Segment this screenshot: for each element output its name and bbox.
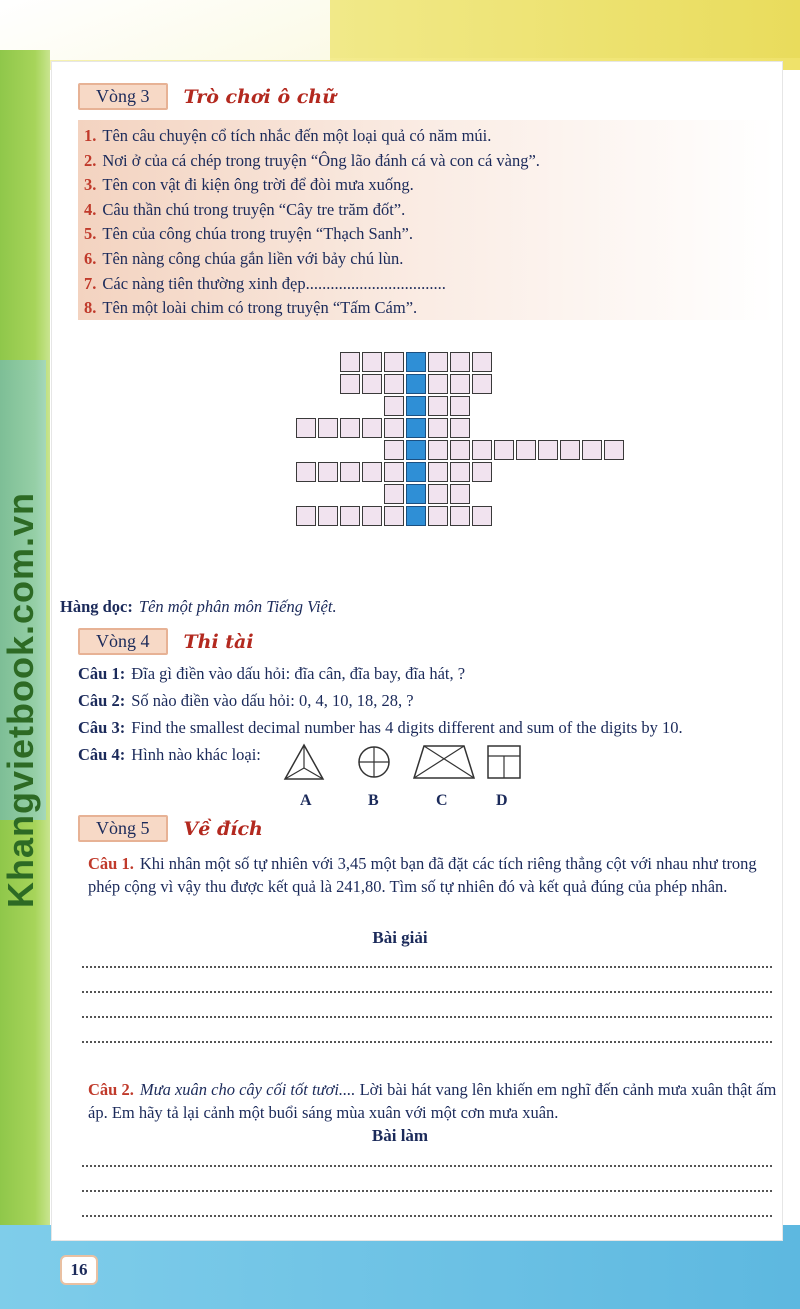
square-shape [484, 742, 524, 782]
crossword-cell[interactable] [384, 418, 404, 438]
clue-item [84, 149, 774, 174]
shape-options [282, 742, 542, 812]
round5-question-1 [88, 852, 778, 898]
clue-item [84, 272, 774, 297]
clue-text: Tên một loài chim có trong truyện “Tấm Cám”. [102, 298, 418, 318]
crossword-cell[interactable] [384, 506, 404, 526]
crossword-cell[interactable] [362, 352, 382, 372]
clue-item [84, 296, 774, 321]
triangle-shape [282, 742, 326, 782]
trapezoid-shape [412, 742, 476, 782]
round3-header [78, 83, 336, 110]
round4-question [78, 664, 778, 684]
crossword-key-cell[interactable] [406, 352, 426, 372]
clue-number: 3. [84, 175, 97, 195]
crossword-cell[interactable] [450, 396, 470, 416]
clue-number: 2. [84, 150, 97, 170]
brand-watermark: Khangvietbook.com.vn [0, 491, 41, 909]
crossword-cell[interactable] [362, 418, 382, 438]
crossword-cell[interactable] [450, 462, 470, 482]
round4-question [78, 718, 778, 738]
crossword-key-cell[interactable] [406, 440, 426, 460]
crossword-key-cell[interactable] [406, 374, 426, 394]
shape-label-c: C [436, 792, 448, 809]
round4-question [78, 691, 778, 711]
answer-line[interactable] [82, 1039, 772, 1043]
crossword-cell[interactable] [318, 418, 338, 438]
crossword-key-cell[interactable] [406, 462, 426, 482]
question-label: Câu 1: [78, 664, 126, 683]
question-text: Find the smallest decimal number has 4 digits different and sum of the digits by 10. [131, 718, 683, 737]
crossword-cell[interactable] [318, 506, 338, 526]
question-label: Câu 1. [88, 854, 134, 873]
crossword-cell[interactable] [472, 352, 492, 372]
clue-item [84, 124, 774, 149]
crossword-cell[interactable] [428, 396, 448, 416]
clue-number: 6. [84, 248, 97, 268]
crossword-key-cell[interactable] [406, 506, 426, 526]
question-label: Câu 3: [78, 718, 126, 737]
crossword-cell[interactable] [340, 374, 360, 394]
crossword-cell[interactable] [384, 484, 404, 504]
round4-title: Thi tài [183, 630, 254, 653]
essay-heading: Bài làm [371, 1126, 429, 1145]
crossword-cell[interactable] [582, 440, 602, 460]
crossword-cell[interactable] [340, 418, 360, 438]
round3-tag: Vòng 3 [78, 83, 168, 110]
question-label: Câu 2. [88, 1080, 134, 1099]
question-text: Số nào điền vào dấu hỏi: 0, 4, 10, 18, 28, ? [131, 691, 414, 710]
crossword-cell[interactable] [362, 506, 382, 526]
clue-number: 4. [84, 199, 97, 219]
vertical-clue-text: Tên một phân môn Tiếng Việt. [138, 597, 337, 616]
crossword-cell[interactable] [428, 418, 448, 438]
clue-number: 7. [84, 273, 97, 293]
song-quote: Mưa xuân cho cây cối tốt tươi.... [139, 1080, 356, 1099]
crossword-cell[interactable] [340, 506, 360, 526]
crossword-cell[interactable] [296, 418, 316, 438]
question-label: Câu 4: [78, 745, 126, 764]
clue-text: Các nàng tiên thường xinh đẹp.................................. [102, 273, 446, 293]
crossword-cell[interactable] [472, 374, 492, 394]
round5-title: Về đích [183, 817, 263, 840]
answer-line[interactable] [82, 964, 772, 968]
page-number: 16 [60, 1255, 98, 1285]
clue-number: 8. [84, 298, 97, 318]
crossword-cell[interactable] [450, 418, 470, 438]
clue-item [84, 247, 774, 272]
clue-item [84, 173, 774, 198]
solution-heading: Bài giải [372, 928, 428, 947]
crossword-cell[interactable] [450, 506, 470, 526]
crossword-cell[interactable] [318, 462, 338, 482]
clue-text: Tên nàng công chúa gắn liền với bảy chú lùn. [102, 248, 404, 268]
clue-list [84, 124, 774, 321]
crossword-cell[interactable] [428, 484, 448, 504]
crossword-cell[interactable] [296, 506, 316, 526]
crossword-cell[interactable] [362, 462, 382, 482]
question-text: Đĩa gì điền vào dấu hỏi: đĩa cân, đĩa bay, đĩa hát, ? [131, 664, 466, 683]
clue-text: Tên câu chuyện cổ tích nhắc đến một loại quả có năm múi. [102, 126, 492, 145]
clue-text: Nơi ở của cá chép trong truyện “Ông lão đánh cá và con cá vàng”. [102, 150, 540, 170]
crossword-cell[interactable] [384, 374, 404, 394]
round4-header [78, 628, 254, 655]
crossword-cell[interactable] [384, 352, 404, 372]
question-text: Khi nhân một số tự nhiên với 3,45 một bạn đã đặt các tích riêng thẳng cột với nhau như trong phép cộng vì vậy thu được kết quả là 241,80. Tìm số tự nhiên đó và kết quả đúng của phép nhân. [88, 854, 757, 896]
round5-tag: Vòng 5 [78, 815, 168, 842]
clue-text: Tên của công chúa trong truyện “Thạch Sanh”. [102, 224, 413, 244]
clue-item [84, 222, 774, 247]
crossword-cell[interactable] [450, 440, 470, 460]
answer-line[interactable] [82, 1163, 772, 1167]
crossword-cell[interactable] [384, 396, 404, 416]
crossword-cell[interactable] [472, 506, 492, 526]
shape-label-b: B [368, 792, 379, 809]
crossword-cell[interactable] [472, 462, 492, 482]
crossword-cell[interactable] [560, 440, 580, 460]
crossword-cell[interactable] [516, 440, 536, 460]
crossword-key-cell[interactable] [406, 396, 426, 416]
question-label: Câu 2: [78, 691, 126, 710]
vertical-clue [60, 597, 337, 617]
clue-text: Tên con vật đi kiện ông trời để đòi mưa xuống. [102, 175, 414, 195]
circle-shape [354, 742, 394, 782]
crossword-cell[interactable] [428, 374, 448, 394]
crossword-cell[interactable] [362, 374, 382, 394]
vertical-clue-label: Hàng dọc: [60, 597, 133, 616]
clue-number: 1. [84, 126, 97, 145]
crossword-cell[interactable] [384, 440, 404, 460]
shape-label-d: D [496, 792, 508, 809]
answer-line[interactable] [82, 1213, 772, 1217]
crossword-cell[interactable] [340, 462, 360, 482]
crossword-cell[interactable] [428, 440, 448, 460]
answer-line[interactable] [82, 1014, 772, 1018]
round5-question-2 [88, 1078, 778, 1124]
answer-line[interactable] [82, 1188, 772, 1192]
crossword-cell[interactable] [450, 484, 470, 504]
answer-line[interactable] [82, 989, 772, 993]
crossword-cell[interactable] [428, 506, 448, 526]
question-text: Lời bài hát vang lên khiến em nghĩ đến cảnh mưa xuân thật ấm áp. Em hãy tả lại cảnh một buổi sáng mùa xuân với một cơn mưa xuân. [88, 1080, 777, 1122]
crossword-cell[interactable] [538, 440, 558, 460]
crossword-cell[interactable] [450, 374, 470, 394]
crossword-cell[interactable] [384, 462, 404, 482]
crossword-cell[interactable] [340, 352, 360, 372]
crossword-cell[interactable] [428, 462, 448, 482]
crossword-cell[interactable] [604, 440, 624, 460]
round3-title: Trò chơi ô chữ [183, 85, 336, 108]
crossword-cell[interactable] [494, 440, 514, 460]
crossword-cell[interactable] [428, 352, 448, 372]
round5-header [78, 815, 263, 842]
crossword-key-cell[interactable] [406, 418, 426, 438]
question-text: Hình nào khác loại: [131, 745, 261, 764]
clue-item [84, 198, 774, 223]
crossword-cell[interactable] [296, 462, 316, 482]
clue-text: Câu thần chú trong truyện “Cây tre trăm đốt”. [102, 199, 406, 219]
crossword-cell[interactable] [450, 352, 470, 372]
shape-label-a: A [300, 792, 312, 809]
crossword-cell[interactable] [472, 440, 492, 460]
round4-tag: Vòng 4 [78, 628, 168, 655]
crossword-key-cell[interactable] [406, 484, 426, 504]
clue-number: 5. [84, 224, 97, 244]
